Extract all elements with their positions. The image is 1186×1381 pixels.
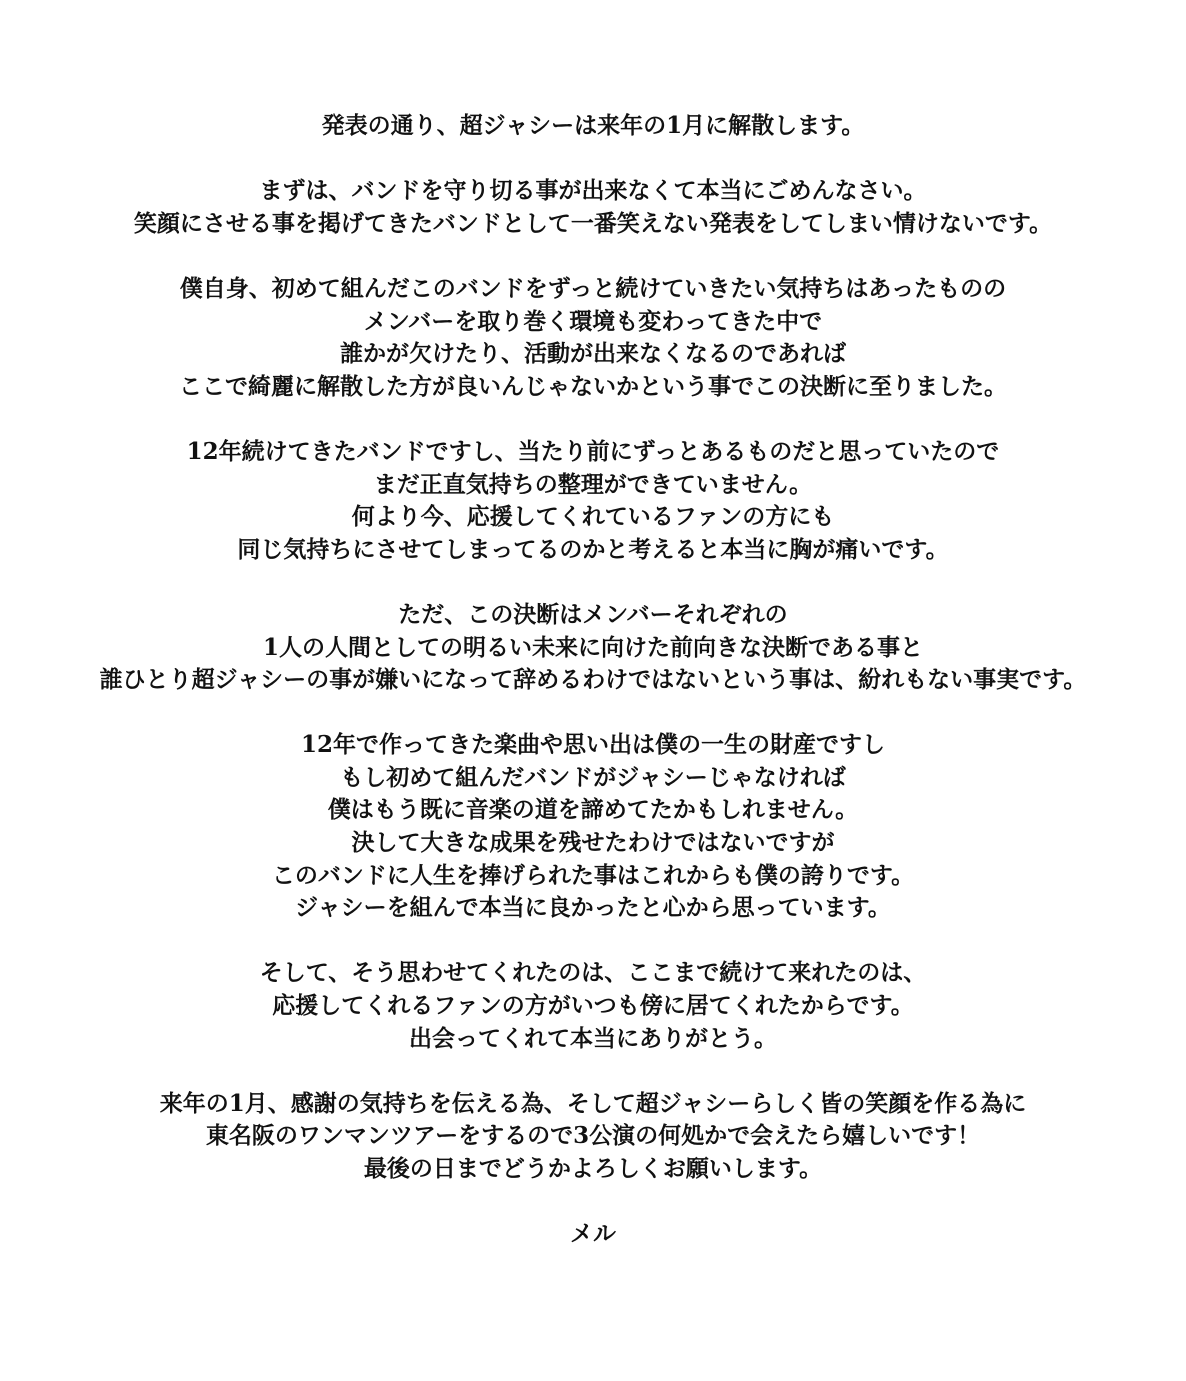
signature-name: メル <box>570 1220 616 1248</box>
text-line: 誰かが欠けたり、活動が出来なくなるのであれば <box>340 340 846 368</box>
text-line: 何より今、応援してくれているファンの方にも <box>351 503 835 531</box>
text-line: このバンドに人生を捧げられた事はこれからも僕の誇りです。 <box>271 861 915 889</box>
text-line: もし初めて組んだバンドがジャシーじゃなければ <box>340 763 846 791</box>
text-line: まだ正直気持ちの整理ができていません。 <box>373 470 813 498</box>
text-line: そして、そう思わせてくれたのは、ここまで続けて来れたのは、 <box>259 959 927 987</box>
text-line: 東名阪のワンマンツアーをするので3公演の何処かで会えたら嬉しいです！ <box>205 1122 981 1150</box>
text-line: 応援してくれるファンの方がいつも傍に居てくれたからです。 <box>272 992 914 1020</box>
text-line: 笑顔にさせる事を掲げてきたバンドとして一番笑えない発表をしてしまい情けないです。 <box>133 209 1053 237</box>
text-line: 12年で作ってきた楽曲や思い出は僕の一生の財産ですし <box>300 731 885 759</box>
text-line: 12年続けてきたバンドですし、当たり前にずっとあるものだと思っていたので <box>186 437 1000 465</box>
text-line: 決して大きな成果を残せたわけではないですが <box>351 829 835 857</box>
text-line: 1人の人間としての明るい未来に向けた前向きな決断である事と <box>262 633 923 661</box>
text-line: ここで綺麗に解散した方が良いんじゃないかという事でこの決断に至りました。 <box>179 372 1007 400</box>
text-line: 最後の日までどうかよろしくお願いします。 <box>363 1155 823 1182</box>
paragraph-apology <box>0 175 1186 240</box>
signature <box>0 1218 1186 1251</box>
text-line: 誰ひとり超ジャシーの事が嫌いになって辞めるわけではないという事は、紛れもない事実です。 <box>99 666 1087 694</box>
paragraph-announcement <box>0 110 1186 143</box>
text-line: 出会ってくれて本当にありがとう。 <box>409 1024 777 1052</box>
paragraph-decision <box>0 273 1186 403</box>
paragraph-future <box>0 599 1186 697</box>
letter-body <box>0 110 1186 1251</box>
text-line: 来年の1月、感謝の気持ちを伝える為、そして超ジャシーらしく皆の笑顔を作る為に <box>159 1089 1027 1117</box>
text-line: 僕はもう既に音楽の道を諦めてたかもしれません。 <box>327 796 859 824</box>
text-line: メンバーを取り巻く環境も変わってきた中で <box>363 307 823 335</box>
text-line: ジャシーを組んで本当に良かったと心から思っています。 <box>295 894 891 922</box>
paragraph-memories <box>0 729 1186 925</box>
text-line: 発表の通り、超ジャシーは来年の1月に解散します。 <box>321 112 865 139</box>
text-line: まずは、バンドを守り切る事が出来なくて本当にごめんなさい。 <box>259 177 927 205</box>
paragraph-feelings <box>0 436 1186 566</box>
paragraph-tour <box>0 1088 1186 1186</box>
text-line: ただ、この決断はメンバーそれぞれの <box>398 600 788 628</box>
paragraph-gratitude <box>0 957 1186 1055</box>
text-line: 僕自身、初めて組んだこのバンドをずっと続けていきたい気持ちはあったものの <box>179 274 1007 302</box>
text-line: 同じ気持ちにさせてしまってるのかと考えると本当に胸が痛いです。 <box>237 535 949 563</box>
